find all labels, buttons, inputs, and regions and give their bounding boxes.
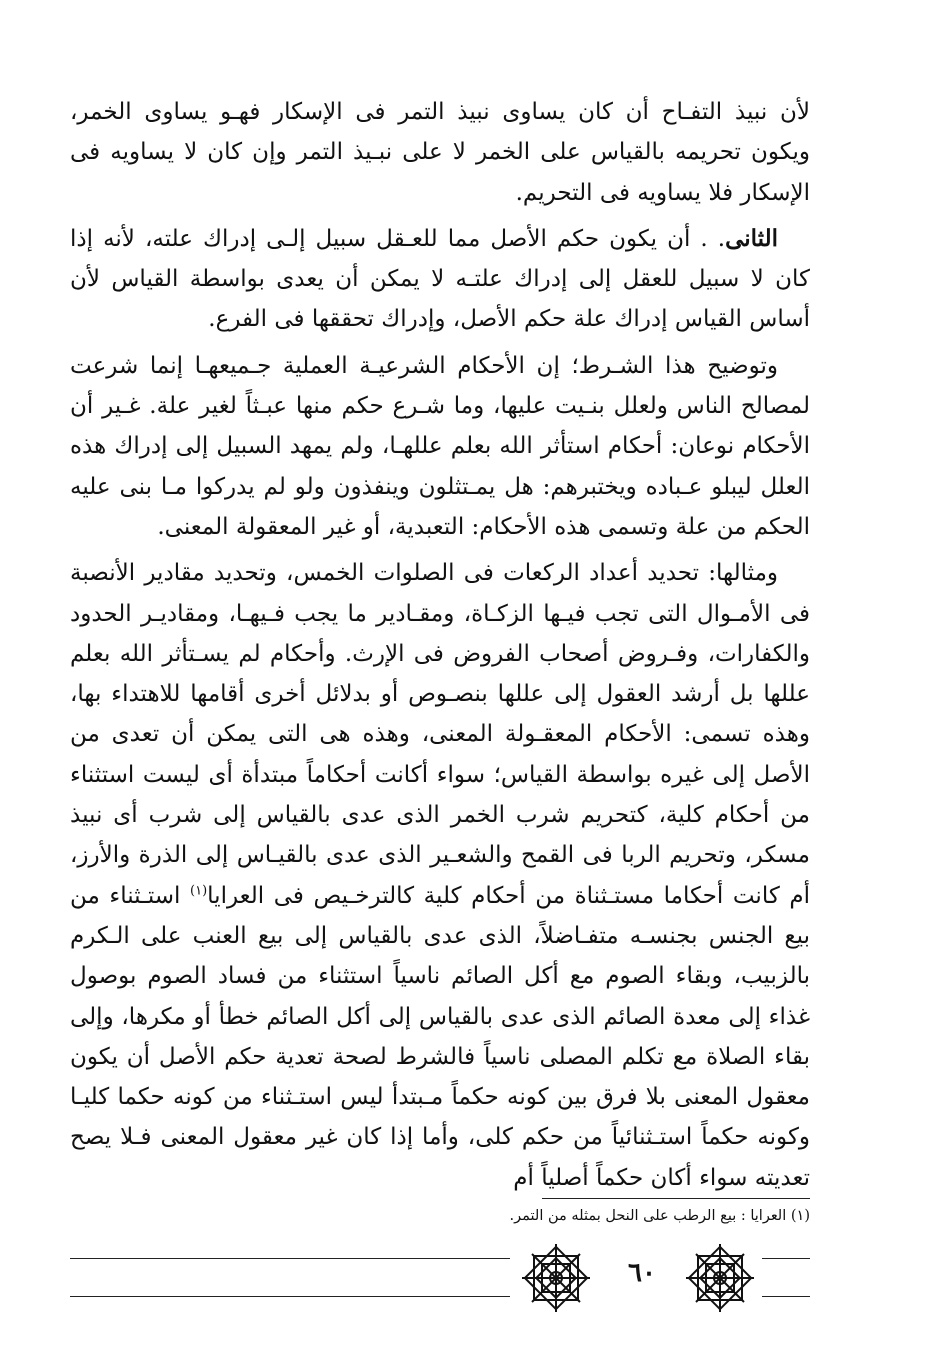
footnote-separator (542, 1198, 810, 1199)
paragraph-4-text-b: استـثناء من بيع الجنس بجنسـه متفـاضلاً، الذى عدى بالقياس إلى بيع العنب على الـكرم بالزبيب، وبقاء الصوم مع أكل الصائم ناسياً استثناء من فساد الصوم بوصول غذاء إلى معدة الصائم الذى عدى بالقياس إلى أكل الصائم خطأ أو مكرها، وإلى بقاء الصلاة مع تكلم المصلى ناسياً فالشرط لصحة تعدية حكم الأصل أن يكون معقول المعنى بلا فرق بين كونه حكماً مـبتدأ ليس استـثناء من كونه حكما كليـا وكونه حكماً استـثنائياً من حكم كلى، وأما إذا كان غير معقول المعنى فـلا يصح تعديته سواء أكان حكماً أصلياً أم (70, 882, 810, 1191)
footer-rule-right-bottom (762, 1296, 810, 1297)
footer-rule-left-top (70, 1258, 510, 1259)
paragraph-1 (70, 92, 810, 213)
paragraph-4 (70, 553, 810, 1198)
page-number: ٦٠ (628, 1258, 656, 1288)
paragraph-2 (70, 219, 810, 340)
paragraph-2-text: . . أن يكون حكم الأصل مما للعـقل سبيل إلـى إدراك علته، لأنه إذا كان لا سبيل للعقل إلى إدراك علتـه لا يمكن أن يعدى بواسطة القياس لأن أساس القياس إدراك علة حكم الأصل، وإدراك تحققها فى الفرع. (70, 225, 810, 333)
footnote: (١) العرايا : بيع الرطب على النحل بمثله من التمر. (509, 1208, 810, 1224)
ornament-right-icon (682, 1240, 758, 1316)
footnote-reference[interactable]: (١) (190, 882, 208, 898)
paragraph-3 (70, 346, 810, 547)
paragraph-1-text: لأن نبيذ التفـاح أن كان يساوى نبيذ التمر فى الإسكار فهـو يساوى الخمر، ويكون تحريمه بالقياس على الخمر لا على نبـيذ التمر وإن كان لا يساويه فى الإسكار فلا يساويه فى التحريم. (70, 99, 810, 206)
page-footer (70, 1238, 810, 1318)
paragraph-2-heading: الثانى (725, 224, 778, 252)
footer-rule-left-bottom (70, 1296, 510, 1297)
footer-rule-right-top (762, 1258, 810, 1259)
ornament-left-icon (518, 1240, 594, 1316)
paragraph-3-text: وتوضيح هذا الشـرط؛ إن الأحكام الشرعيـة العملية جـميعهـا إنما شرعت لمصالح الناس ولعلل بنـيت عليها، وما شـرع حكم منها عبـثاً لغير علة. غـير أن الأحكام نوعان: أحكام استأثر الله بعلم عللهـا، ولم يمهد السبيل إلى إدراك هذه العلل ليبلو عـباده ويختبرهم: هل يمـتثلون وينفذون ولو لم يدركوا مـا بنى عليه الحكم من علة وتسمى هذه الأحكام: التعبدية، أو غير المعقولة المعنى. (70, 352, 810, 540)
paragraph-4-text-a: ومثالها: تحديد أعداد الركعات فى الصلوات الخمس، وتحديد مقادير الأنصبة فى الأمـوال التى تجب فيـها الزكـاة، ومقـادير ما يجب فـيهـا، ومقاديـر الحدود والكفارات، وفـروض أصحاب الفروض فى الإرث. وأحكام لم يسـتأثر الله بعلم عللها بل أرشد العقول إلى عللها بنصـوص أو بدلائل أخرى أقامها للاهتداء بها، وهذه تسمى: الأحكام المعقـولة المعنى، وهذه هى التى يمكن أن تعدى من الأصل إلى غيره بواسطة القياس؛ سواء أكانت أحكاماً مبتدأة أى ليست استثناء من أحكام كلية، كتحريم شرب الخمر الذى عدى بالقياس إلى شرب أى نبيذ مسكر، وتحريم الربا فى القمح والشعـير الذى عدى بالقيـاس إلى الذرة والأرز، أم كانت أحكاما مستـثناة من أحكام كلية كالترخـيص فى العرايا (70, 560, 810, 909)
body-text (70, 92, 810, 1204)
